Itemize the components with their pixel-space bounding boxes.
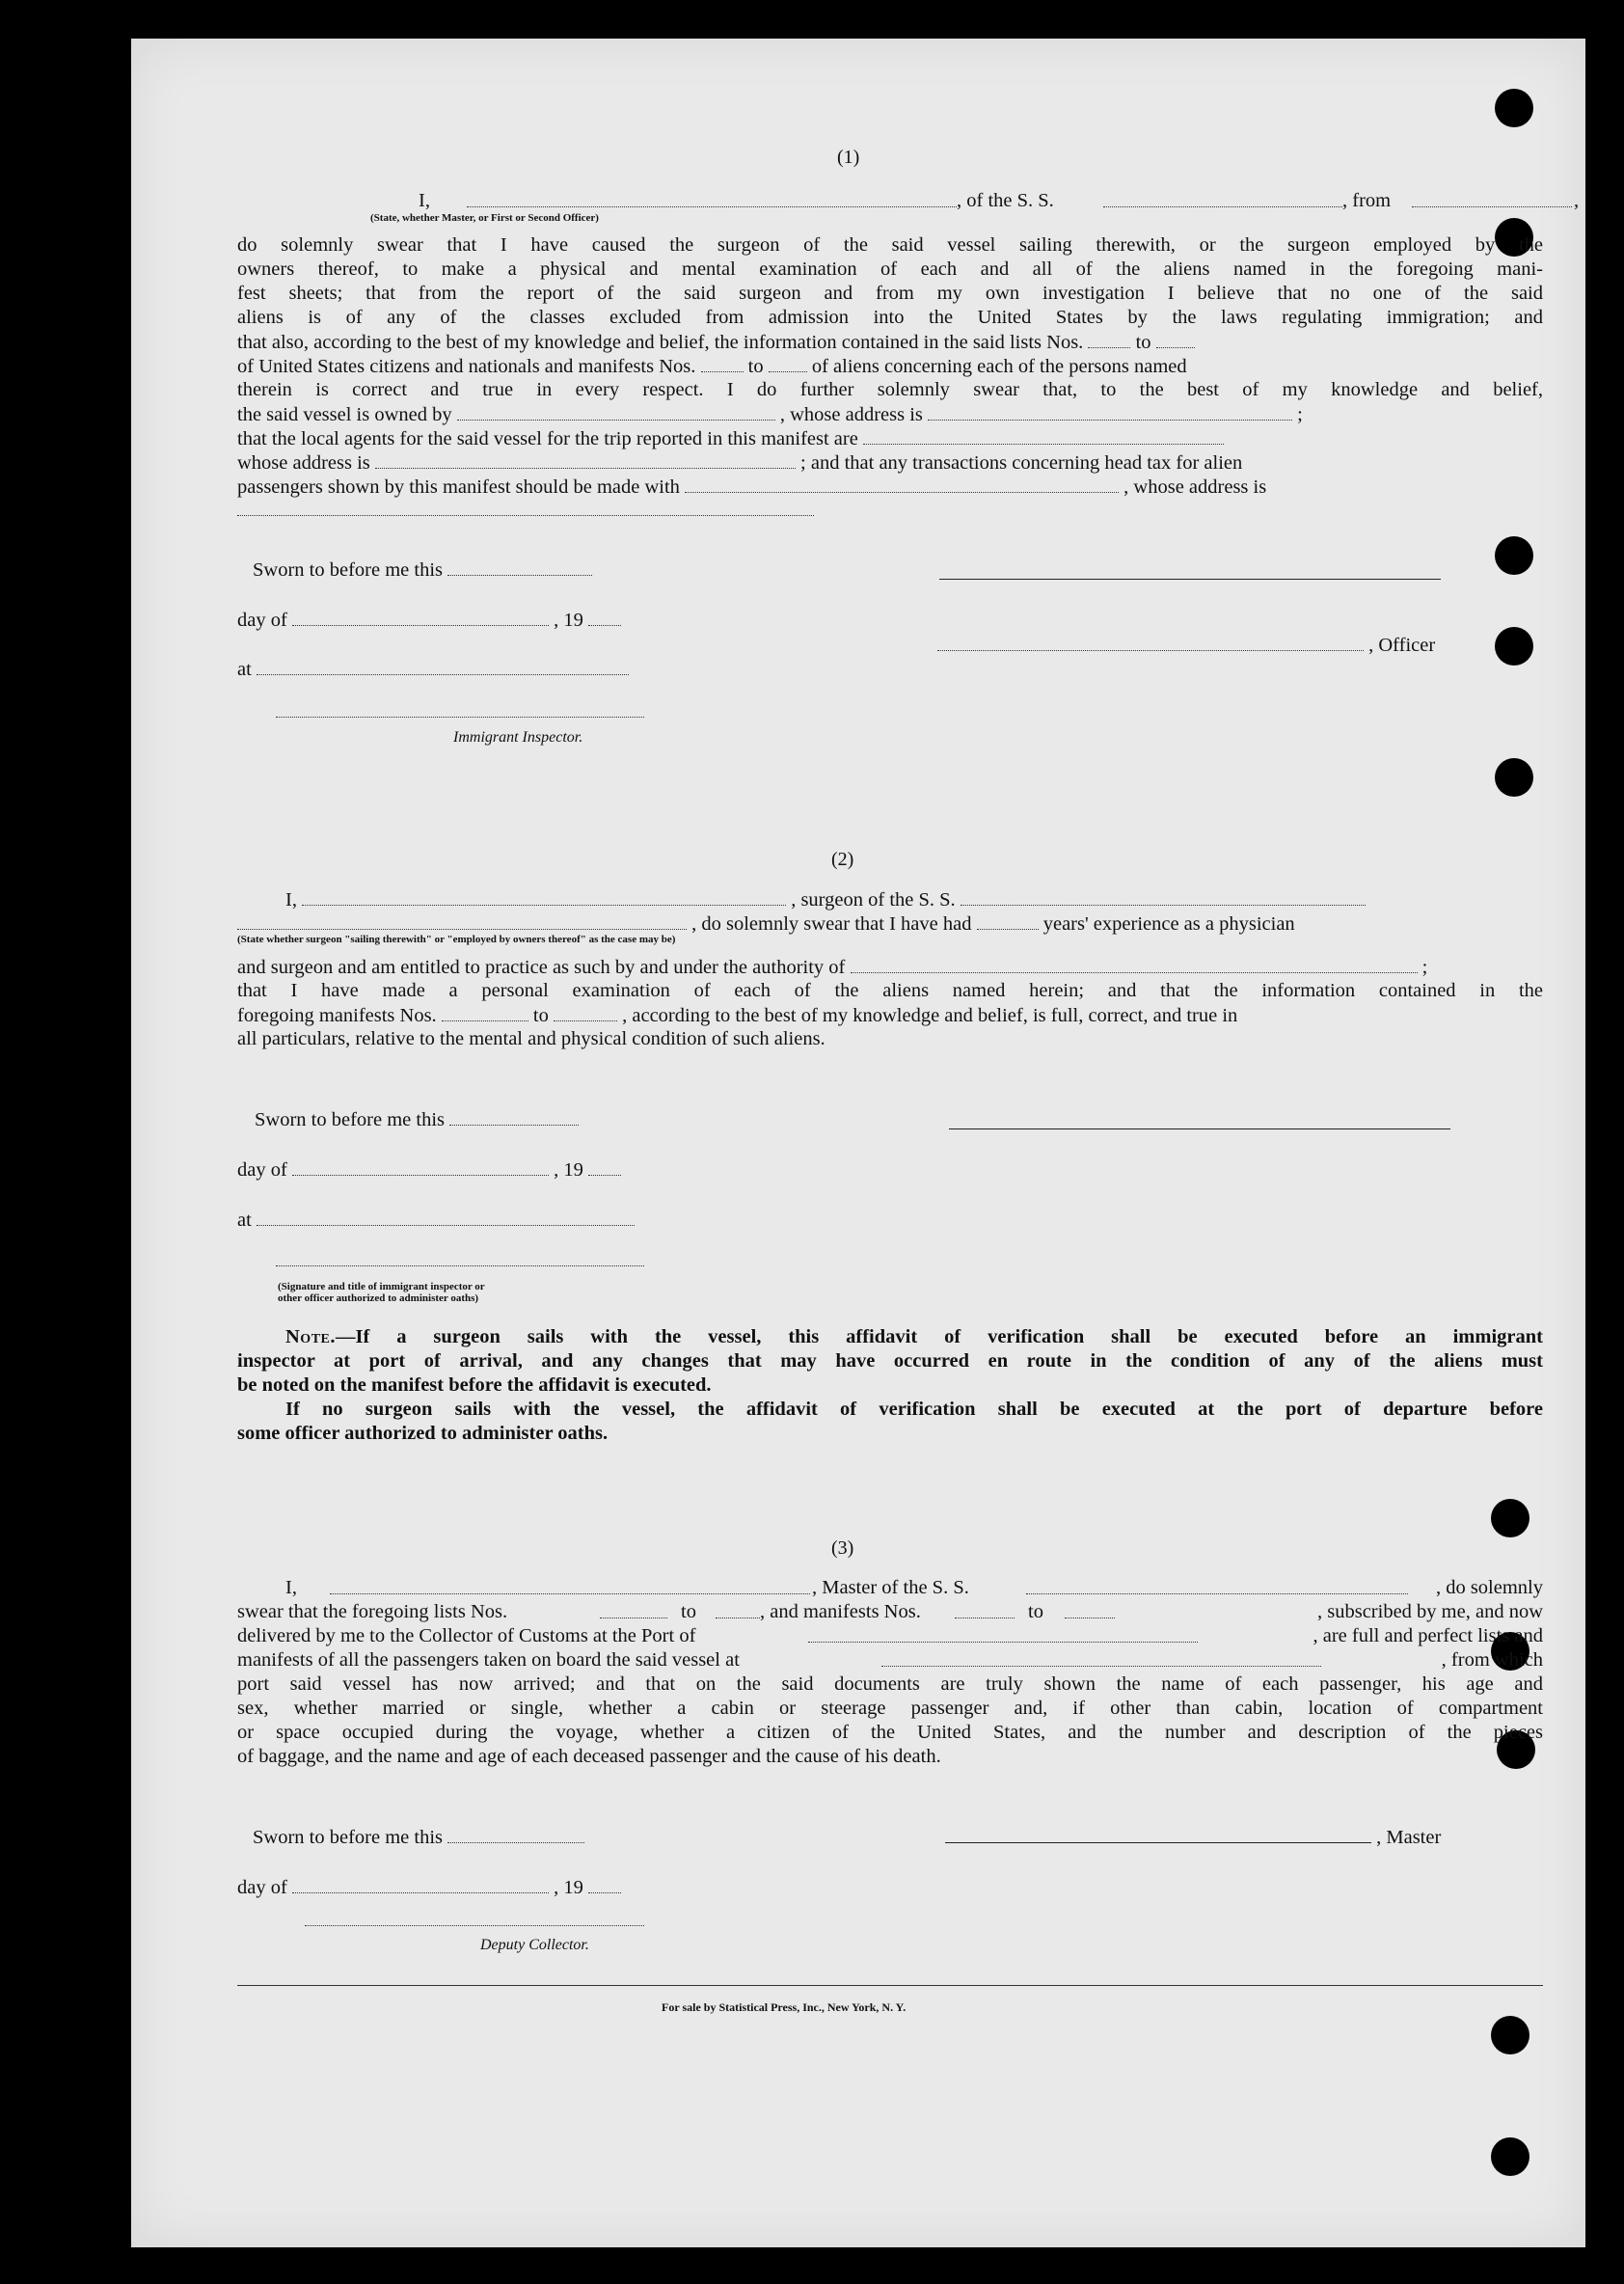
head-tax-address-field[interactable]	[237, 515, 814, 516]
punch-hole	[1491, 1499, 1529, 1537]
s1-sworn: Sworn to before me this	[253, 557, 592, 583]
s2-manifests-from-field[interactable]	[442, 1003, 528, 1021]
s1-body-line: owners thereof, to make a physical and mental examination of each and all of the aliens named in the foregoing mani-	[237, 258, 1543, 280]
s3-day-of: day of , 19	[237, 1875, 621, 1900]
s1-line-8: therein is correct and true in every respect. I do further solemnly swear that, to the best of my knowledge and belief,	[237, 379, 1543, 400]
s3-port-field[interactable]	[808, 1624, 1198, 1643]
agents-address-field[interactable]	[375, 450, 796, 469]
s1-officer-signature-field[interactable]	[937, 633, 1364, 651]
s2-sworn-date-field[interactable]	[449, 1107, 579, 1126]
s3-day-month-field[interactable]	[292, 1875, 549, 1893]
lists-from-field[interactable]	[1088, 330, 1130, 348]
s1-line-9: the said vessel is owned by , whose address is ;	[237, 404, 1303, 425]
s2-authority-field[interactable]	[851, 955, 1418, 973]
local-agents-field[interactable]	[863, 426, 1224, 445]
note-line-5: some officer authorized to administer oaths.	[237, 1423, 609, 1444]
s1-line-6: that also, according to the best of my knowledge and belief, the information contained in the said lists Nos. to	[237, 330, 1195, 355]
form-sheet: (1) I, , of the S. S. , from , (State, whether Master, or First or Second Officer) do solemnly swear that I have caused the surgeon of the said vessel sailing therewith, or the surgeon employed by the owners thereof, to make a physical and mental examination of each and all of the aliens named in the foregoing mani- fest sheets; that from the report of the said surgeon and from my own investigation I believe that no one of the said aliens is of any of the classes excluded from admission into the United States by the laws regulating immigration; and that also, according to the best of my knowledge and belief, the information contained in the said lists Nos. to of United States citizens and nationals and manifests Nos. to of aliens concerning each of the persons named therein is correct and true in every respect. I do further solemnly swear that, to the best of my knowledge and belief, the said vessel is owned by , whose address is ; that the local agents for the said vessel for the trip reported in this manifest are whose address is ; and that any transactions concerning head tax for alien passengers shown by this manifest should be made with , whose address is Sworn to before me this day of , 19 , Officer at Immigrant Inspector. (2) I, , surgeon of the S. S. , do solemnly swear that I have had years' experience as a physician (State whether surgeon "sailing therewith" or "employed by owners thereof" as the case may be) and surgeon and am entitled to practice as such by and under the authority of ; that I have made a personal examination of each of the aliens named herein; and that the information contained in the foregoing manifests Nos. to , according to the best of my knowledge and belief, is full, correct, and true in all particulars, relative to the mental and physical condition of such aliens. Sworn to before me this day of , 19 at (Signature and title of immigrant inspector or other officer authorized to administer oaths) Note.—If a surgeon sails with the vessel, this affidavit of verification shall be executed before an immigrant inspector at port of arrival, and any changes that may have occurred en route in the condition of any of the aliens must be noted on the manifest before the affidavit is executed. If no surgeon sails with the vessel, the affidavit of verification shall be executed at the port of departure before some officer authorized to administer oaths. (3) I, , Master of the S. S. , do solemnly swear that the foregoing lists Nos. to , and manifests Nos. to , subscribed by me, and now delivered by me to the Collector of Customs at the Port of , are full and perfect lists and manifests of all the passengers taken on board the said vessel at , from which port said vessel has now arrived; and that on the said documents are truly shown the name of each passenger, his age and sex, whether married or single, whether a cabin or steerage passenger and, if other than cabin, location of compartment or space occupied during the voyage, whether a citizen of the United States, and the number and description of the pieces of baggage, and the name and age of each deceased passenger and the cause of his death. Sworn to before me this , Master day of , 19 Deputy Collector. For sale by Statistical Press, Inc., New York, N. Y.	[131, 39, 1585, 2247]
section-2-number: (2)	[831, 849, 854, 870]
note-line-1: Note.—If a surgeon sails with the vessel, this affidavit of verification shall be executed before an immigrant	[285, 1326, 1543, 1347]
punch-hole	[1491, 2137, 1529, 2176]
owner-field[interactable]	[457, 402, 775, 421]
s2-day-month-field[interactable]	[292, 1157, 549, 1176]
s1-line-11: whose address is ; and that any transactions concerning head tax for alien	[237, 452, 1243, 474]
s3-sworn: Sworn to before me this	[253, 1825, 584, 1850]
s2-signature-caption-1: (Signature and title of immigrant inspector or	[278, 1281, 485, 1292]
s2-line-1: I, , surgeon of the S. S.	[285, 887, 1366, 912]
s2-line-5: foregoing manifests Nos. to , according to the best of my knowledge and belief, is full, correct, and true in	[237, 1005, 1238, 1026]
note-line-4: If no surgeon sails with the vessel, the affidavit of verification shall be executed at the port of departure before	[285, 1399, 1543, 1420]
s1-officer-signature-line-1[interactable]	[939, 579, 1441, 580]
s1-line-12: passengers shown by this manifest should be made with , whose address is	[237, 476, 1267, 498]
s2-year-field[interactable]	[588, 1157, 621, 1176]
s3-departure-port-field[interactable]	[881, 1648, 1321, 1667]
s3-manifests-to-field[interactable]	[1065, 1600, 1115, 1618]
s1-at: at	[237, 657, 629, 682]
officer-rank-caption: (State, whether Master, or First or Second Officer)	[370, 212, 599, 224]
s3-body-last: of baggage, and the name and age of each deceased passenger and the cause of his death.	[237, 1746, 941, 1767]
s3-body-line: port said vessel has now arrived; and that on the said documents are truly shown the name of each passenger, his age and	[237, 1673, 1543, 1695]
s3-lists-from-field[interactable]	[600, 1600, 667, 1618]
s1-day-month-field[interactable]	[292, 608, 549, 626]
lists-to-field[interactable]	[1156, 330, 1195, 348]
s1-line-7: of United States citizens and nationals and manifests Nos. to of aliens concerning each of the persons named	[237, 356, 1187, 377]
s2-surgeon-signature-field[interactable]	[949, 1128, 1450, 1129]
s2-sworn: Sworn to before me this	[255, 1107, 579, 1132]
s3-ship-name-field[interactable]	[1026, 1576, 1408, 1594]
s3-deputy-caption: Deputy Collector.	[480, 1937, 589, 1953]
s2-ship-name-field[interactable]	[961, 887, 1366, 906]
note-line-3: be noted on the manifest before the affidavit is executed.	[237, 1374, 712, 1396]
manifests-from-field[interactable]	[701, 354, 744, 372]
punch-hole	[1495, 758, 1533, 797]
section-1-number: (1)	[837, 147, 860, 168]
from-port-field[interactable]	[1412, 189, 1572, 207]
s2-inspector-signature-field[interactable]	[276, 1265, 644, 1266]
punch-hole	[1495, 536, 1533, 575]
s2-signature-caption-2: other officer authorized to administer oaths)	[278, 1292, 479, 1304]
printer-imprint: For sale by Statistical Press, Inc., New York, N. Y.	[662, 2000, 907, 2014]
s2-line-2: , do solemnly swear that I have had years' experience as a physician	[237, 911, 1295, 937]
punch-hole	[1495, 627, 1533, 666]
note-line-2: inspector at port of arrival, and any changes that may have occurred en route in the condition of any of the aliens must	[237, 1350, 1543, 1372]
manifests-to-field[interactable]	[769, 354, 807, 372]
s1-day-of: day of , 19	[237, 608, 621, 633]
section-3-number: (3)	[831, 1537, 854, 1559]
s1-officer-line: , Officer	[937, 633, 1435, 658]
s3-master-signature-field[interactable]	[945, 1825, 1371, 1843]
s2-line-6: all particulars, relative to the mental and physical condition of such aliens.	[237, 1028, 826, 1049]
s3-year-field[interactable]	[588, 1875, 621, 1893]
s2-day-of: day of , 19	[237, 1157, 621, 1183]
officer-rank-field[interactable]	[467, 189, 957, 207]
s2-surgeon-status-field[interactable]	[237, 911, 687, 930]
s2-manifests-to-field[interactable]	[554, 1003, 617, 1021]
s1-line-10: that the local agents for the said vessel for the trip reported in this manifest are	[237, 426, 1224, 451]
punch-hole	[1495, 89, 1533, 127]
s1-body-line: aliens is of any of the classes excluded from admission into the United States by the laws regulating immigration; and	[237, 307, 1543, 328]
s3-deputy-signature-field[interactable]	[305, 1925, 644, 1926]
s2-status-caption: (State whether surgeon "sailing therewith" or "employed by owners thereof" as the case may be)	[237, 934, 676, 945]
head-tax-contact-field[interactable]	[685, 475, 1119, 493]
s1-inspector-signature-field[interactable]	[276, 717, 644, 718]
s3-sworn-date-field[interactable]	[447, 1825, 584, 1843]
s1-inspector-caption: Immigrant Inspector.	[453, 729, 583, 746]
bottom-divider	[237, 1985, 1543, 1986]
note-label: Note.	[285, 1326, 336, 1347]
ship-name-field[interactable]	[1103, 189, 1342, 207]
s2-place-field[interactable]	[257, 1208, 635, 1226]
s1-body-line: do solemnly swear that I have caused the surgeon of the said vessel sailing therewith, or the surgeon employed by the	[237, 234, 1543, 256]
s3-name-field[interactable]	[330, 1576, 810, 1594]
s3-master-line: , Master	[945, 1825, 1441, 1850]
s3-body-line: or space occupied during the voyage, whether a citizen of the United States, and the number and description of the pieces	[237, 1722, 1543, 1743]
s1-sworn-date-field[interactable]	[447, 557, 592, 576]
s3-lists-to-field[interactable]	[716, 1600, 760, 1618]
s3-manifests-from-field[interactable]	[955, 1600, 1015, 1618]
s2-at: at	[237, 1208, 635, 1233]
punch-hole	[1491, 2016, 1529, 2054]
s2-years-field[interactable]	[977, 911, 1039, 930]
s1-body-line: fest sheets; that from the report of the said surgeon and from my own investigation I believe that no one of the said	[237, 283, 1543, 304]
s3-body-line: sex, whether married or single, whether a cabin or steerage passenger and, if other than cabin, location of compartment	[237, 1698, 1543, 1719]
s2-line-4: that I have made a personal examination of each of the aliens named herein; and that the information contained in the	[237, 980, 1543, 1001]
owner-address-field[interactable]	[928, 402, 1292, 421]
s1-place-field[interactable]	[257, 657, 629, 675]
s2-line-3: and surgeon and am entitled to practice as such by and under the authority of ;	[237, 957, 1428, 978]
s2-surgeon-name-field[interactable]	[302, 887, 786, 906]
s1-year-field[interactable]	[588, 608, 621, 626]
